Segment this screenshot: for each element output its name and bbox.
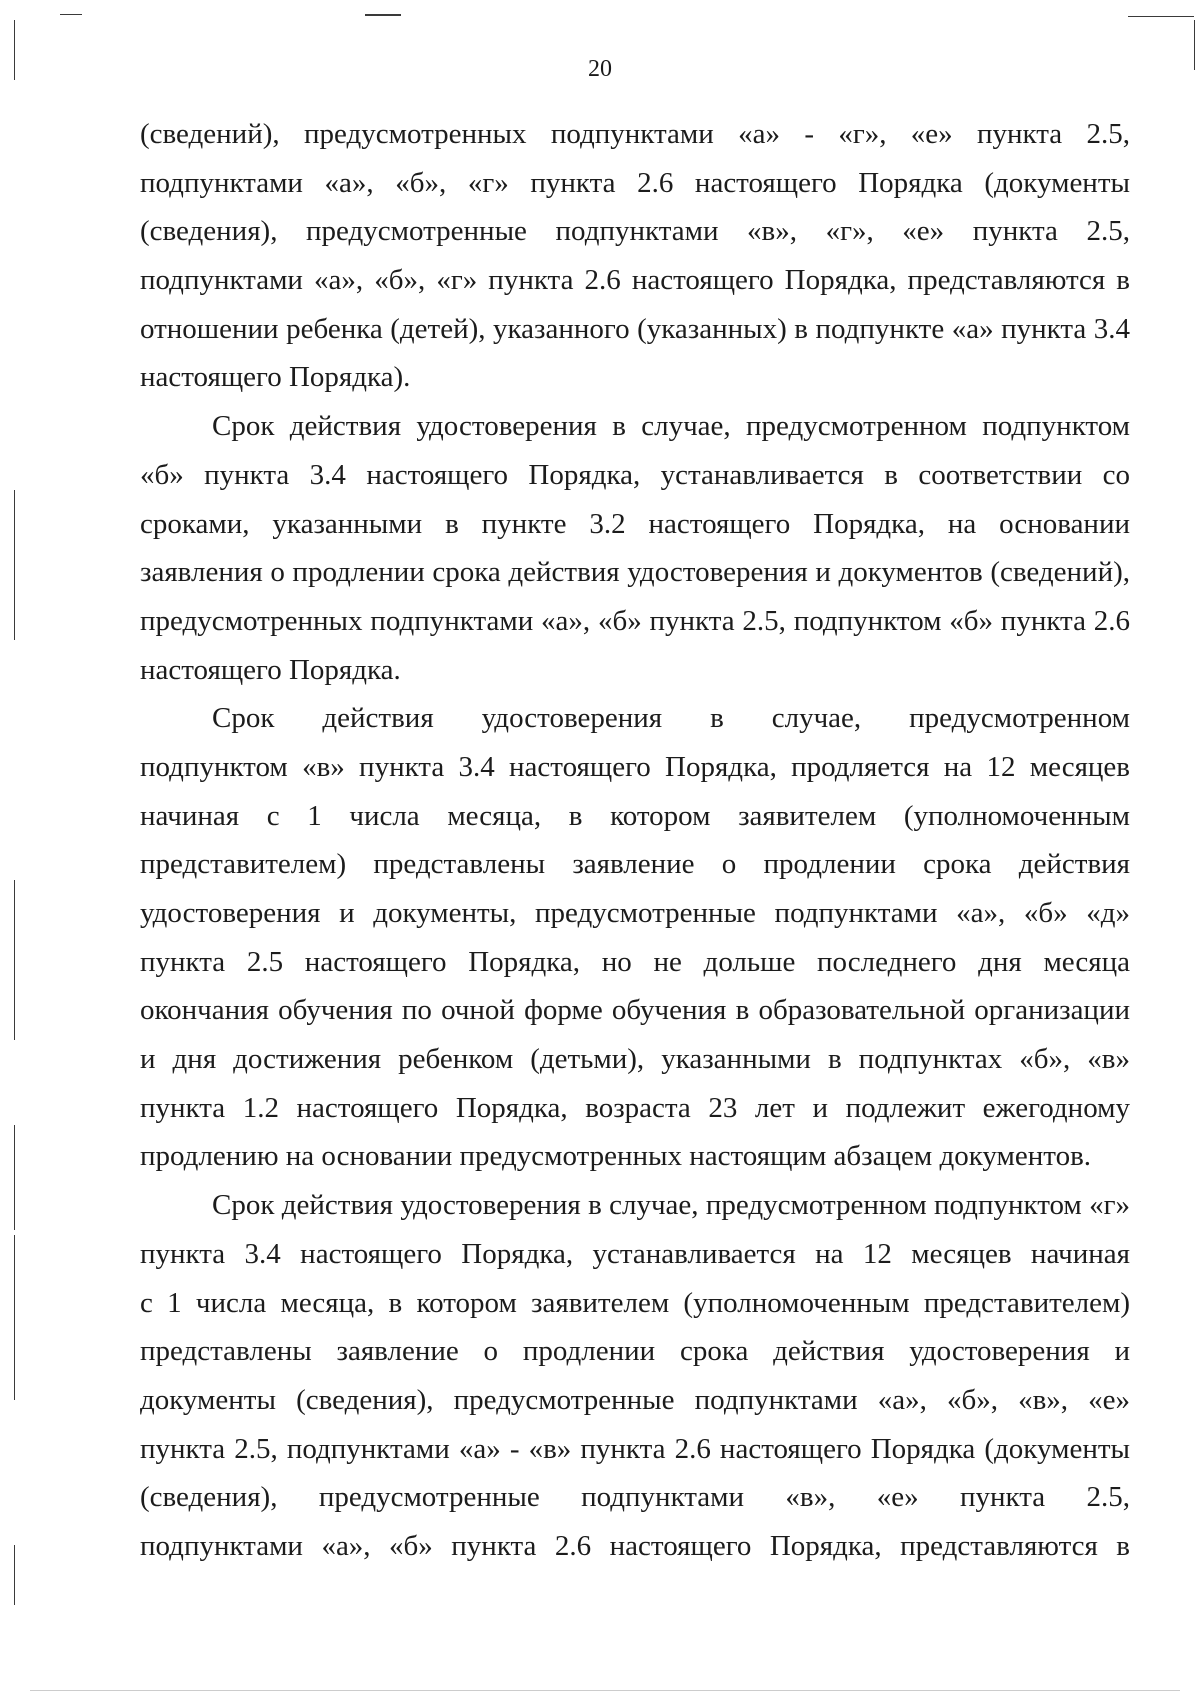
text-line: отношении ребенка (детей), указанного (указанных) в подпункте «а» пункта 3.4 — [140, 312, 1130, 345]
text-line: заявления о продлении срока действия удостоверения и документов (сведений), — [140, 556, 1130, 589]
text-line: подпунктами «а», «б», «г» пункта 2.6 настоящего Порядка (документы — [140, 166, 1130, 199]
text-line: настоящего Порядка). — [140, 361, 411, 394]
text-line: подпунктами «а», «б», «г» пункта 2.6 настоящего Порядка, представляются в — [140, 264, 1130, 297]
text-line: пункта 2.5 настоящего Порядка, но не дольше последнего дня месяца — [140, 945, 1130, 978]
text-line: Срок действия удостоверения в случае, предусмотренном подпунктом — [212, 410, 1130, 443]
text-line: настоящего Порядка. — [140, 653, 401, 686]
text-line: с 1 числа месяца, в котором заявителем (уполномоченным представителем) — [140, 1286, 1130, 1319]
scan-artifact-left-edge-5 — [14, 1235, 15, 1400]
scan-artifact-top-right — [1128, 16, 1194, 17]
paragraph — [140, 694, 1130, 1181]
paragraph — [140, 1181, 1130, 1571]
text-line: окончания обучения по очной форме обучения в образовательной организации — [140, 994, 1130, 1027]
text-line: подпунктами «а», «б» пункта 2.6 настоящего Порядка, представляются в — [140, 1529, 1130, 1562]
scan-artifact-left-edge-6 — [14, 1545, 15, 1605]
text-line: документы (сведения), предусмотренные подпунктами «а», «б», «в», «е» — [140, 1383, 1130, 1416]
text-line: (сведений), предусмотренных подпунктами «а» - «г», «е» пункта 2.5, — [140, 118, 1130, 150]
text-line: пункта 1.2 настоящего Порядка, возраста 23 лет и подлежит ежегодному — [140, 1091, 1130, 1124]
document-body — [140, 110, 1130, 1571]
text-line: начиная с 1 числа месяца, в котором заявителем (уполномоченным — [140, 799, 1130, 832]
text-line: удостоверения и документы, предусмотренные подпунктами «а», «б» «д» — [140, 897, 1130, 929]
text-line: подпунктом «в» пункта 3.4 настоящего Порядка, продляется на 12 месяцев — [140, 750, 1130, 783]
text-line: пункта 2.5, подпунктами «а» - «в» пункта 2.6 настоящего Порядка (документы — [140, 1432, 1130, 1465]
page-number: 20 — [588, 56, 612, 82]
text-line: (сведения), предусмотренные подпунктами «в», «е» пункта 2.5, — [140, 1481, 1130, 1514]
paragraph — [140, 110, 1130, 402]
scan-artifact-top-left — [60, 14, 82, 15]
text-line: продлению на основании предусмотренных настоящим абзацем документов. — [140, 1140, 1092, 1173]
scan-artifact-left-edge-3 — [14, 880, 15, 1040]
text-line: (сведения), предусмотренные подпунктами «в», «г», «е» пункта 2.5, — [140, 215, 1130, 248]
scan-artifact-top-center — [365, 14, 401, 16]
text-line: предусмотренных подпунктами «а», «б» пункта 2.5, подпунктом «б» пункта 2.6 — [140, 604, 1130, 637]
scan-artifact-left-edge-4 — [14, 1125, 15, 1230]
text-line: представлены заявление о продлении срока действия удостоверения и — [140, 1335, 1130, 1368]
text-line: представителем) представлены заявление о продлении срока действия — [140, 848, 1130, 881]
text-line: Срок действия удостоверения в случае, предусмотренном подпунктом «г» — [212, 1189, 1130, 1222]
text-line: и дня достижения ребенком (детьми), указанными в подпунктах «б», «в» — [140, 1043, 1130, 1076]
text-line: пункта 3.4 настоящего Порядка, устанавливается на 12 месяцев начиная — [140, 1237, 1130, 1270]
paragraph — [140, 402, 1130, 694]
scan-artifact-bottom-line — [30, 1690, 1180, 1691]
text-line: «б» пункта 3.4 настоящего Порядка, устанавливается в соответствии со — [140, 458, 1130, 491]
scan-artifact-left-edge-2 — [14, 490, 15, 640]
text-line: Срок действия удостоверения в случае, предусмотренном — [212, 702, 1130, 735]
text-line: сроками, указанными в пункте 3.2 настоящего Порядка, на основании — [140, 507, 1130, 540]
